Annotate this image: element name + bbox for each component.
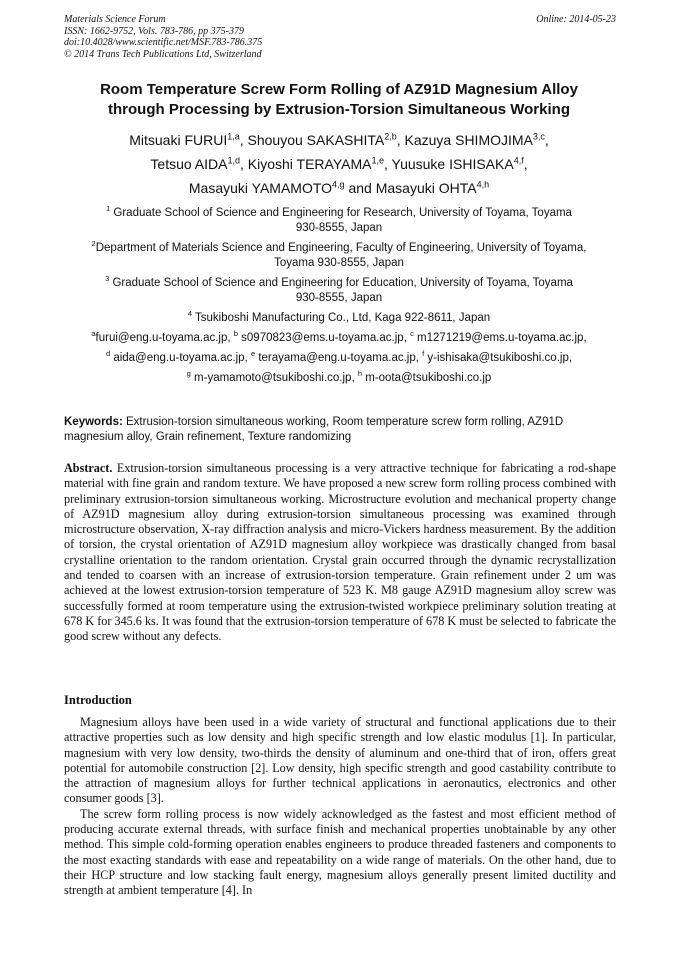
abstract-text: Extrusion-torsion simultaneous processing is a very attractive technique for fabricating a rod-shape material with fine grain and random texture. We have proposed a new screw form rolling process combined with preliminary extrusion-torsion simultaneous working. Microstructure evolution and mechanical property change of AZ91D magnesium alloy during extrusion-torsion simultaneous processing was examined through microstructure observation, X-ray diffraction analysis and micro-Vickers hardness measurement. By the addition of torsion, the crystal orientation of AZ91D magnesium alloy workpiece was drastically changed from basal crystalline orientation to the random orientation. Crystal grain occurred through the dynamic recrystallization and tended to coarsen with an increase of extrusion-torsion temperature. Grain refinement under 2 um was achieved at the lowest extrusion-torsion temperature of 523 K. M8 gauge AZ91D magnesium alloy screw was successfully formed at room temperature using the extrusion-twisted workpiece preliminary solution treating at 678 K for 345.6 ks. It was found that the extrusion-torsion temperature of 678 K must be selected to fabricate the good screw without any defects. [64,461,616,644]
author-affil-mark: 1,d [227,155,240,166]
email-address[interactable]: furui@eng.u-toyama.ac.jp, [95,332,234,344]
affiliation-text: Graduate School of Science and Engineering for Education, University of Toyama, Toyama [112,277,573,289]
affiliation-text-cont: Toyama 930-8555, Japan [274,257,404,269]
email-mark: e [250,349,256,359]
introduction-paragraph-2: The screw form rolling process is now widely acknowledged as the fastest and most efficient method of producing accurate external threads, with surface finish and mechanical properties unobtainable by any other method. This simple cold-forming operation enables engineers to produce threaded fasteners and components to the most exacting standards with ease and repeatability on a wide range of materials. On the other hand, due to their HCP structure and low stacking fault energy, magnesium alloys generally present limited ductility and strength at ambient temperature [4]. In [64,806,616,898]
email-mark: g [186,369,191,379]
affiliation-list [58,206,620,391]
introduction-section [64,715,616,899]
email-mark: b [233,329,238,339]
doi-line[interactable]: doi:10.4028/www.scientific.net/MSF.783-786.375 [64,37,263,48]
email-mark: f [422,349,425,359]
email-address[interactable]: aida@eng.u-toyama.ac.jp, [113,352,251,364]
email-mark: d [105,349,111,359]
introduction-paragraph-1: Magnesium alloys have been used in a wide variety of structural and functional applications due to their attractive properties such as low density and high specific strength and low elastic modulus [1]. In particular, magnesium with very low density, two-thirds the density of aluminum and one-third that of iron, offers great potential for automobile construction [2]. Low density, high specific strength and good castability contribute to the attraction of magnesium alloys for further technical applications in aeronautics, electronics and other consumer goods [3]. [64,715,616,806]
email-address[interactable]: m-yamamoto@tsukiboshi.co.jp, [194,372,358,384]
author-separator: , [523,156,528,172]
keywords-text: Extrusion-torsion simultaneous working, Room temperature screw form rolling, AZ91D magnesium alloy, Grain refinement, Texture randomizing [64,416,564,443]
abstract-section [64,461,616,645]
affiliation-text-cont: 930-8555, Japan [295,222,383,234]
email-address[interactable]: terayama@eng.u-toyama.ac.jp, [258,352,423,364]
email-address[interactable]: m-oota@tsukiboshi.co.jp [365,372,492,384]
author-affil-mark: 4,h [476,179,490,190]
affiliation-2 [58,241,620,271]
author-name: Kazuya SHIMOJIMA [404,132,533,148]
author-name: Yuusuke ISHISAKA [391,156,514,172]
email-line-1 [58,331,620,346]
author-line-3 [40,176,638,200]
affiliation-3 [58,276,620,306]
email-line-3 [58,371,620,386]
email-line-2 [58,351,620,366]
email-mark: a [91,329,96,339]
email-mark: h [357,369,363,379]
author-affil-mark: 4,g [332,179,345,190]
author-separator: , [383,156,392,172]
copyright-line: © 2014 Trans Tech Publications Ltd, Switzerland [64,48,262,60]
author-name: Tetsuo AIDA [150,156,228,172]
journal-header [64,14,616,60]
author-name: Kiyoshi TERAYAMA [247,156,372,172]
author-separator: , [544,132,549,148]
author-separator: and [344,180,376,196]
affiliation-number: 2 [91,239,96,249]
keywords-label: Keywords: [64,416,123,428]
author-line-2 [40,152,638,176]
title-line-1: Room Temperature Screw Form Rolling of AZ91D Magnesium Alloy [100,81,578,98]
author-name: Masayuki YAMAMOTO [188,180,333,196]
issn-line: ISSN: 1662-9752, Vols. 783-786, pp 375-379 [64,25,244,37]
author-affil-mark: 4,f [513,155,524,166]
introduction-heading: Introduction [64,693,132,707]
title-line-2: through Processing by Extrusion-Torsion Simultaneous Working [108,101,570,118]
author-name: Mitsuaki FURUI [129,132,228,148]
affiliation-text: Tsukiboshi Manufacturing Co., Ltd, Kaga 922-8611, Japan [195,312,491,324]
author-separator: , [239,132,248,148]
abstract-label: Abstract. [64,461,113,475]
affiliation-number: 3 [105,274,110,284]
journal-name: Materials Science Forum [64,14,166,25]
abstract-paragraph [64,461,616,645]
email-address[interactable]: y-ishisaka@tsukiboshi.co.jp, [427,352,573,364]
affiliation-number: 1 [106,204,111,214]
author-separator: , [239,156,248,172]
affiliation-4 [58,311,620,326]
author-affil-mark: 1,a [227,131,240,142]
affiliation-text: Graduate School of Science and Engineering for Research, University of Toyama, Toyama [113,207,572,219]
author-affil-mark: 3,c [532,131,545,142]
author-affil-mark: 2,b [384,131,397,142]
affiliation-text: Department of Materials Science and Engineering, Faculty of Engineering, University of Toyama, [95,242,587,254]
author-line-1 [40,128,638,152]
author-name: Masayuki OHTA [375,180,477,196]
email-address[interactable]: s0970823@ems.u-toyama.ac.jp, [241,332,411,344]
email-mark: c [410,329,414,339]
keywords-section [64,415,616,444]
author-list [40,128,638,200]
paper-title [40,80,638,120]
affiliation-text-cont: 930-8555, Japan [295,292,383,304]
author-name: Shouyou SAKASHITA [247,132,385,148]
author-separator: , [396,132,405,148]
email-address[interactable]: m1271219@ems.u-toyama.ac.jp, [417,332,587,344]
affiliation-number: 4 [187,309,192,319]
author-affil-mark: 1,e [371,155,384,166]
online-date: Online: 2014-05-23 [536,14,616,25]
affiliation-1 [58,206,620,236]
